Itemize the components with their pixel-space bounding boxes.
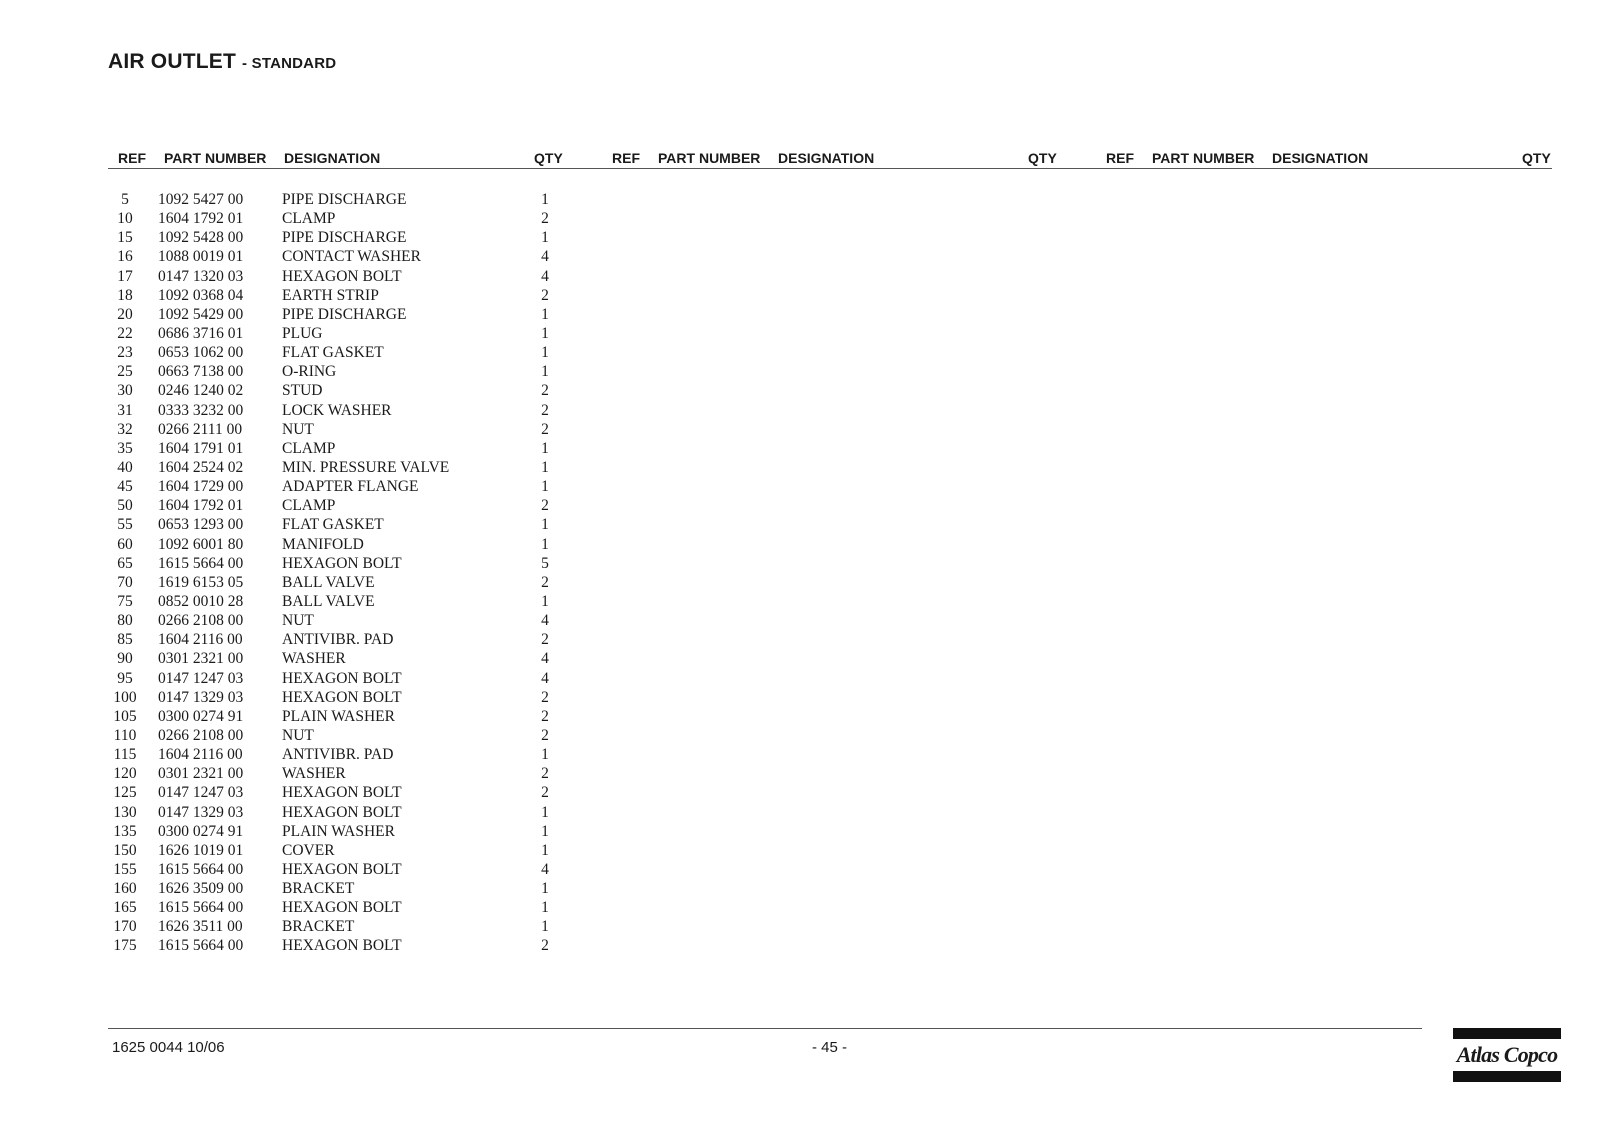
designation-cell: ANTIVIBR. PAD bbox=[282, 746, 394, 764]
col-header-part-number-2: PART NUMBER bbox=[658, 150, 761, 166]
table-row bbox=[0, 286, 600, 305]
parts-list bbox=[0, 190, 600, 956]
part-number-cell: 0266 2111 00 bbox=[158, 420, 243, 438]
part-number-cell: 0266 2108 00 bbox=[158, 612, 244, 630]
qty-cell: 2 bbox=[541, 573, 549, 591]
part-number-cell: 0300 0274 91 bbox=[158, 822, 244, 840]
ref-cell: 23 bbox=[117, 344, 133, 362]
part-number-cell: 0147 1247 03 bbox=[158, 784, 244, 802]
ref-cell: 35 bbox=[117, 439, 133, 457]
ref-cell: 125 bbox=[113, 784, 137, 802]
part-number-cell: 0147 1320 03 bbox=[158, 267, 244, 285]
designation-cell: FLAT GASKET bbox=[282, 344, 384, 362]
part-number-cell: 0653 1062 00 bbox=[158, 344, 244, 362]
table-row bbox=[0, 190, 600, 209]
ref-cell: 135 bbox=[113, 822, 137, 840]
ref-cell: 20 bbox=[117, 305, 133, 323]
table-row bbox=[0, 707, 600, 726]
qty-cell: 1 bbox=[541, 899, 549, 917]
designation-cell: WASHER bbox=[282, 765, 346, 783]
col-header-qty-1: QTY bbox=[534, 150, 563, 166]
table-row bbox=[0, 936, 600, 955]
table-row bbox=[0, 343, 600, 362]
qty-cell: 1 bbox=[541, 918, 549, 936]
designation-cell: HEXAGON BOLT bbox=[282, 554, 402, 572]
page-title bbox=[108, 50, 336, 74]
qty-cell: 4 bbox=[541, 650, 549, 668]
qty-cell: 1 bbox=[541, 344, 549, 362]
designation-cell: LOCK WASHER bbox=[282, 401, 392, 419]
ref-cell: 45 bbox=[117, 478, 133, 496]
part-number-cell: 1604 2116 00 bbox=[158, 631, 243, 649]
table-row bbox=[0, 247, 600, 266]
col-header-qty-3: QTY bbox=[1522, 150, 1551, 166]
designation-cell: NUT bbox=[282, 726, 314, 744]
ref-cell: 5 bbox=[121, 191, 129, 208]
table-row bbox=[0, 228, 600, 247]
table-row bbox=[0, 362, 600, 381]
qty-cell: 1 bbox=[541, 229, 549, 247]
ref-cell: 155 bbox=[113, 860, 137, 878]
ref-cell: 100 bbox=[113, 688, 137, 706]
qty-cell: 4 bbox=[541, 267, 549, 285]
part-number-cell: 0147 1329 03 bbox=[158, 803, 244, 821]
qty-cell: 2 bbox=[541, 382, 549, 400]
qty-cell: 1 bbox=[541, 592, 549, 610]
part-number-cell: 1604 2524 02 bbox=[158, 458, 244, 476]
designation-cell: HEXAGON BOLT bbox=[282, 267, 402, 285]
part-number-cell: 0301 2321 00 bbox=[158, 650, 244, 668]
col-header-designation-3: DESIGNATION bbox=[1272, 150, 1369, 166]
footer-divider bbox=[108, 1028, 1422, 1029]
table-row bbox=[0, 477, 600, 496]
document-number: 1625 0044 10/06 bbox=[112, 1039, 225, 1056]
qty-cell: 2 bbox=[541, 726, 549, 744]
col-header-designation-2: DESIGNATION bbox=[778, 150, 875, 166]
qty-cell: 1 bbox=[541, 880, 549, 898]
part-number-cell: 1604 1729 00 bbox=[158, 478, 244, 496]
part-number-cell: 0663 7138 00 bbox=[158, 363, 244, 381]
designation-cell: PIPE DISCHARGE bbox=[282, 229, 407, 247]
designation-cell: BALL VALVE bbox=[282, 592, 375, 610]
ref-cell: 130 bbox=[113, 803, 137, 821]
col-header-ref-3: REF bbox=[1106, 150, 1134, 166]
qty-cell: 4 bbox=[541, 612, 549, 630]
table-row bbox=[0, 879, 600, 898]
logo-bottom-bar bbox=[1453, 1071, 1561, 1082]
designation-cell: CLAMP bbox=[282, 210, 336, 228]
qty-cell: 2 bbox=[541, 631, 549, 649]
part-number-cell: 1626 3509 00 bbox=[158, 880, 244, 898]
part-number-cell: 0686 3716 01 bbox=[158, 324, 244, 342]
designation-cell: BRACKET bbox=[282, 918, 355, 936]
qty-cell: 5 bbox=[541, 554, 549, 572]
logo-top-bar bbox=[1453, 1028, 1561, 1039]
ref-cell: 32 bbox=[117, 420, 133, 438]
designation-cell: MIN. PRESSURE VALVE bbox=[282, 458, 450, 476]
table-row bbox=[0, 209, 600, 228]
qty-cell: 4 bbox=[541, 248, 549, 266]
qty-cell: 2 bbox=[541, 784, 549, 802]
designation-cell: PLAIN WASHER bbox=[282, 822, 395, 840]
part-number-cell: 1615 5664 00 bbox=[158, 937, 244, 955]
part-number-cell: 0301 2321 00 bbox=[158, 765, 244, 783]
designation-cell: CLAMP bbox=[282, 497, 336, 515]
ref-cell: 10 bbox=[117, 210, 133, 228]
col-header-ref-1: REF bbox=[118, 150, 146, 166]
table-row bbox=[0, 305, 600, 324]
qty-cell: 1 bbox=[541, 439, 549, 457]
page-number: - 45 - bbox=[812, 1039, 848, 1056]
designation-cell: PLAIN WASHER bbox=[282, 707, 395, 725]
ref-cell: 175 bbox=[113, 937, 137, 955]
ref-cell: 150 bbox=[113, 841, 137, 859]
ref-cell: 165 bbox=[113, 899, 137, 917]
ref-cell: 110 bbox=[113, 726, 137, 744]
designation-cell: HEXAGON BOLT bbox=[282, 784, 402, 802]
designation-cell: PLUG bbox=[282, 324, 323, 342]
table-row bbox=[0, 669, 600, 688]
ref-cell: 170 bbox=[113, 918, 137, 936]
designation-cell: BRACKET bbox=[282, 880, 355, 898]
part-number-cell: 0653 1293 00 bbox=[158, 516, 244, 534]
qty-cell: 1 bbox=[541, 458, 549, 476]
ref-cell: 115 bbox=[113, 746, 137, 764]
col-header-part-number-1: PART NUMBER bbox=[164, 150, 267, 166]
designation-cell: CLAMP bbox=[282, 439, 336, 457]
part-number-cell: 1615 5664 00 bbox=[158, 554, 244, 572]
ref-cell: 40 bbox=[117, 458, 133, 476]
designation-cell: CONTACT WASHER bbox=[282, 248, 421, 266]
ref-cell: 16 bbox=[117, 248, 133, 266]
qty-cell: 2 bbox=[541, 688, 549, 706]
designation-cell: FLAT GASKET bbox=[282, 516, 384, 534]
part-number-cell: 1604 1792 01 bbox=[158, 210, 244, 228]
table-row bbox=[0, 324, 600, 343]
qty-cell: 1 bbox=[541, 803, 549, 821]
designation-cell: PIPE DISCHARGE bbox=[282, 191, 407, 208]
ref-cell: 31 bbox=[117, 401, 133, 419]
qty-cell: 2 bbox=[541, 420, 549, 438]
table-row bbox=[0, 554, 600, 573]
qty-cell: 1 bbox=[541, 535, 549, 553]
ref-cell: 105 bbox=[113, 707, 137, 725]
table-row bbox=[0, 726, 600, 745]
designation-cell: PIPE DISCHARGE bbox=[282, 305, 407, 323]
part-number-cell: 1619 6153 05 bbox=[158, 573, 244, 591]
table-row bbox=[0, 764, 600, 783]
designation-cell: HEXAGON BOLT bbox=[282, 937, 402, 955]
table-row bbox=[0, 611, 600, 630]
table-row bbox=[0, 401, 600, 420]
ref-cell: 17 bbox=[117, 267, 133, 285]
designation-cell: HEXAGON BOLT bbox=[282, 688, 402, 706]
qty-cell: 1 bbox=[541, 516, 549, 534]
table-row bbox=[0, 745, 600, 764]
table-row bbox=[0, 822, 600, 841]
table-row bbox=[0, 535, 600, 554]
col-header-ref-2: REF bbox=[612, 150, 640, 166]
table-row bbox=[0, 630, 600, 649]
designation-cell: HEXAGON BOLT bbox=[282, 669, 402, 687]
ref-cell: 60 bbox=[117, 535, 133, 553]
table-row bbox=[0, 860, 600, 879]
qty-cell: 1 bbox=[541, 841, 549, 859]
qty-cell: 2 bbox=[541, 210, 549, 228]
col-header-designation-1: DESIGNATION bbox=[284, 150, 381, 166]
ref-cell: 90 bbox=[117, 650, 133, 668]
designation-cell: NUT bbox=[282, 420, 314, 438]
part-number-cell: 0333 3232 00 bbox=[158, 401, 244, 419]
table-row bbox=[0, 515, 600, 534]
table-row bbox=[0, 592, 600, 611]
qty-cell: 1 bbox=[541, 324, 549, 342]
part-number-cell: 1604 2116 00 bbox=[158, 746, 243, 764]
part-number-cell: 1092 5429 00 bbox=[158, 305, 244, 323]
ref-cell: 18 bbox=[117, 286, 133, 304]
ref-cell: 22 bbox=[117, 324, 133, 342]
ref-cell: 25 bbox=[117, 363, 133, 381]
designation-cell: O-RING bbox=[282, 363, 337, 381]
qty-cell: 2 bbox=[541, 937, 549, 955]
part-number-cell: 0147 1247 03 bbox=[158, 669, 244, 687]
ref-cell: 80 bbox=[117, 612, 133, 630]
part-number-cell: 1088 0019 01 bbox=[158, 248, 244, 266]
table-row bbox=[0, 573, 600, 592]
designation-cell: EARTH STRIP bbox=[282, 286, 379, 304]
qty-cell: 1 bbox=[541, 822, 549, 840]
part-number-cell: 1092 5427 00 bbox=[158, 191, 244, 208]
designation-cell: ANTIVIBR. PAD bbox=[282, 631, 394, 649]
qty-cell: 2 bbox=[541, 765, 549, 783]
part-number-cell: 1626 1019 01 bbox=[158, 841, 244, 859]
qty-cell: 4 bbox=[541, 860, 549, 878]
table-row bbox=[0, 688, 600, 707]
part-number-cell: 1092 5428 00 bbox=[158, 229, 244, 247]
part-number-cell: 0300 0274 91 bbox=[158, 707, 244, 725]
table-row bbox=[0, 496, 600, 515]
table-row bbox=[0, 267, 600, 286]
part-number-cell: 0852 0010 28 bbox=[158, 592, 244, 610]
table-row bbox=[0, 783, 600, 802]
designation-cell: HEXAGON BOLT bbox=[282, 899, 402, 917]
part-number-cell: 0266 2108 00 bbox=[158, 726, 244, 744]
designation-cell: WASHER bbox=[282, 650, 346, 668]
col-header-qty-2: QTY bbox=[1028, 150, 1057, 166]
part-number-cell: 0246 1240 02 bbox=[158, 382, 244, 400]
ref-cell: 160 bbox=[113, 880, 137, 898]
designation-cell: MANIFOLD bbox=[282, 535, 364, 553]
designation-cell: ADAPTER FLANGE bbox=[282, 478, 419, 496]
table-row bbox=[0, 420, 600, 439]
table-row bbox=[0, 458, 600, 477]
qty-cell: 2 bbox=[541, 707, 549, 725]
qty-cell: 1 bbox=[541, 478, 549, 496]
part-number-cell: 1092 6001 80 bbox=[158, 535, 244, 553]
table-row bbox=[0, 917, 600, 936]
title-main: AIR OUTLET bbox=[108, 50, 236, 73]
atlas-copco-logo bbox=[1453, 1028, 1561, 1082]
qty-cell: 2 bbox=[541, 401, 549, 419]
part-number-cell: 1092 0368 04 bbox=[158, 286, 244, 304]
designation-cell: HEXAGON BOLT bbox=[282, 860, 402, 878]
ref-cell: 30 bbox=[117, 382, 133, 400]
ref-cell: 120 bbox=[113, 765, 137, 783]
table-row bbox=[0, 381, 600, 400]
qty-cell: 2 bbox=[541, 286, 549, 304]
qty-cell: 1 bbox=[541, 305, 549, 323]
part-number-cell: 1626 3511 00 bbox=[158, 918, 243, 936]
part-number-cell: 0147 1329 03 bbox=[158, 688, 244, 706]
qty-cell: 1 bbox=[541, 363, 549, 381]
logo-wordmark: Atlas Copco bbox=[1456, 1042, 1558, 1067]
designation-cell: STUD bbox=[282, 382, 323, 400]
qty-cell: 4 bbox=[541, 669, 549, 687]
ref-cell: 55 bbox=[117, 516, 133, 534]
table-row bbox=[0, 898, 600, 917]
qty-cell: 2 bbox=[541, 497, 549, 515]
table-row bbox=[0, 803, 600, 822]
ref-cell: 75 bbox=[117, 592, 133, 610]
part-number-cell: 1615 5664 00 bbox=[158, 899, 244, 917]
table-row bbox=[0, 649, 600, 668]
part-number-cell: 1615 5664 00 bbox=[158, 860, 244, 878]
ref-cell: 65 bbox=[117, 554, 133, 572]
header-divider bbox=[108, 168, 1552, 169]
ref-cell: 50 bbox=[117, 497, 133, 515]
designation-cell: NUT bbox=[282, 612, 314, 630]
qty-cell: 1 bbox=[541, 746, 549, 764]
table-row bbox=[0, 841, 600, 860]
designation-cell: BALL VALVE bbox=[282, 573, 375, 591]
title-subtitle: - STANDARD bbox=[242, 55, 337, 72]
designation-cell: HEXAGON BOLT bbox=[282, 803, 402, 821]
ref-cell: 85 bbox=[117, 631, 133, 649]
qty-cell: 1 bbox=[541, 191, 549, 208]
table-row bbox=[0, 439, 600, 458]
designation-cell: COVER bbox=[282, 841, 335, 859]
ref-cell: 95 bbox=[117, 669, 133, 687]
ref-cell: 70 bbox=[117, 573, 133, 591]
ref-cell: 15 bbox=[117, 229, 133, 247]
part-number-cell: 1604 1791 01 bbox=[158, 439, 244, 457]
col-header-part-number-3: PART NUMBER bbox=[1152, 150, 1255, 166]
part-number-cell: 1604 1792 01 bbox=[158, 497, 244, 515]
